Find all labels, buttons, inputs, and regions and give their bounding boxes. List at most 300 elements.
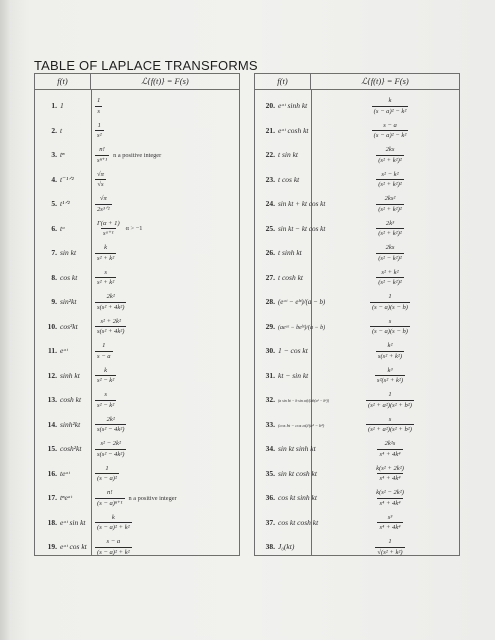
header-F: ℒ{f(t)} = F(s): [141, 76, 189, 86]
transform-fraction: [377, 514, 402, 531]
transform-fraction: [370, 293, 410, 310]
function-expression: cos kt: [60, 272, 78, 282]
table-row: [255, 266, 459, 290]
right-table: [254, 73, 460, 556]
entry-number: 1.: [51, 101, 57, 110]
transform-denominator: (s − a)² + k²: [97, 548, 130, 556]
entry-number: 14.: [47, 419, 57, 429]
transform-fraction: [376, 342, 404, 359]
function-expression: 1 − cos kt: [278, 346, 308, 355]
transform-cell: [95, 217, 237, 241]
transform-numerator: k: [111, 513, 115, 521]
transform-cell: [95, 143, 237, 167]
function-expression: tⁿ: [60, 150, 65, 159]
transform-numerator: 1: [102, 342, 106, 350]
function-expression: sin kt: [60, 248, 77, 257]
table-row: [255, 462, 459, 486]
transform-cell: [323, 168, 457, 192]
transform-numerator: 2k²: [106, 293, 115, 301]
table-row: [255, 168, 459, 192]
entry-number: 17.: [47, 493, 57, 502]
transform-fraction: [95, 220, 122, 237]
function-expression: sinh²kt: [60, 419, 81, 429]
transform-numerator: n!: [107, 489, 113, 497]
transform-fraction: [95, 416, 126, 433]
function-cell: [260, 192, 324, 216]
transform-cell: [323, 192, 457, 216]
table-row: [35, 437, 239, 461]
transform-numerator: √π: [97, 170, 104, 178]
transform-denominator: s²: [97, 132, 102, 139]
transform-cell: [323, 143, 457, 167]
function-expression: eᵃᵗ cosh kt: [278, 125, 309, 135]
transform-cell: [95, 511, 237, 535]
transform-numerator: n!: [99, 146, 105, 154]
table-row: [35, 94, 239, 118]
transform-denominator: (s² − k²)²: [378, 279, 402, 286]
function-cell: [260, 119, 324, 143]
transform-denominator: s(s² − 4k²): [97, 426, 125, 433]
function-expression: J₀(kt): [278, 542, 295, 551]
transform-denominator: s²(s² + k²): [376, 377, 404, 384]
transform-fraction: [374, 489, 406, 506]
transform-cell: [323, 486, 457, 510]
transform-numerator: 1: [105, 464, 109, 472]
entry-number: 35.: [265, 468, 275, 478]
transform-cell: [323, 535, 457, 559]
transform-cell: [95, 437, 237, 461]
transform-fraction: [376, 269, 404, 286]
function-cell: [40, 168, 90, 192]
table-row: [35, 119, 239, 143]
function-expression: cos kt cosh kt: [278, 517, 319, 527]
transform-denominator: (s² + k²)²: [378, 156, 402, 164]
table-row: [35, 192, 239, 216]
transform-cell: [95, 388, 237, 412]
header-f: f(t): [35, 74, 91, 89]
transform-cell: [95, 119, 237, 143]
entry-number: 10.: [47, 321, 57, 331]
transform-cell: [95, 192, 237, 216]
function-expression: sin kt cosh kt: [278, 468, 317, 478]
page-title: TABLE OF LAPLACE TRANSFORMS: [34, 58, 258, 73]
transform-numerator: √π: [99, 195, 107, 203]
table-row: [35, 217, 239, 241]
transform-cell: [95, 266, 237, 290]
transform-fraction: [95, 440, 126, 457]
table-row: [35, 143, 239, 167]
header-F: ℒ{f(t)} = F(s): [361, 76, 409, 86]
transform-cell: [323, 511, 457, 535]
transform-denominator: (s − a)² + k²: [97, 524, 130, 531]
transform-fraction: [95, 342, 113, 359]
transform-numerator: 1: [97, 97, 101, 105]
transform-denominator: s² − k²: [97, 377, 115, 384]
table-row: [35, 413, 239, 437]
function-expression: 1: [60, 101, 64, 110]
transform-denominator: (s − a)ⁿ⁺¹: [97, 499, 123, 507]
transform-condition: n a positive integer: [113, 151, 162, 159]
entry-number: 37.: [265, 517, 275, 527]
table-row: [35, 290, 239, 314]
table-row: [35, 388, 239, 412]
function-cell: [260, 413, 324, 437]
function-expression: tᵅ: [60, 223, 66, 233]
function-cell: [40, 315, 90, 339]
transform-fraction: [95, 171, 106, 188]
transform-numerator: s² + k²: [381, 268, 399, 276]
function-expression: sin kt sinh kt: [278, 444, 316, 453]
entry-number: 3.: [51, 150, 57, 159]
transform-numerator: k(s² − 2k²): [376, 489, 404, 497]
transform-fraction: [95, 391, 116, 408]
transform-condition: α > −1: [125, 225, 143, 232]
transform-denominator: s⁴ + 4k⁴: [379, 499, 401, 507]
function-cell: [40, 266, 90, 290]
transform-fraction: [376, 195, 404, 212]
transform-denominator: (s² + k²)²: [378, 230, 402, 237]
function-cell: [40, 217, 90, 241]
function-expression: t: [60, 125, 63, 135]
entry-number: 15.: [47, 444, 57, 453]
function-cell: [40, 486, 90, 510]
transform-cell: [95, 315, 237, 339]
table-row: [255, 241, 459, 265]
transform-denominator: s⁴ + 4k⁴: [379, 450, 401, 458]
transform-denominator: (s² − k²)²: [378, 254, 402, 262]
table-row: [35, 315, 239, 339]
transform-denominator: sⁿ⁺¹: [97, 156, 108, 164]
transform-numerator: 2ks: [385, 146, 395, 154]
table-row: [35, 339, 239, 363]
transform-numerator: 2ks²: [384, 195, 396, 203]
transform-cell: [95, 462, 237, 486]
function-expression: (aeᵃᵗ − beᵇᵗ)/(a − b): [278, 324, 326, 331]
function-expression: t cosh kt: [278, 272, 303, 282]
transform-numerator: Γ(α + 1): [97, 219, 120, 227]
table-row: [255, 143, 459, 167]
transform-fraction: [95, 122, 104, 139]
table-row: [255, 535, 459, 559]
entry-number: 26.: [265, 248, 275, 257]
function-cell: [260, 266, 324, 290]
transform-denominator: √(s² + k²): [377, 548, 403, 556]
transform-numerator: s: [104, 391, 107, 399]
function-expression: (cos bt − cos at)/(a² − b²): [278, 422, 325, 428]
transform-numerator: s² − 2k²: [100, 440, 121, 448]
transform-cell: [323, 462, 457, 486]
transform-cell: [323, 241, 457, 265]
transform-cell: [323, 315, 457, 339]
entry-number: 19.: [47, 542, 57, 551]
function-expression: sin²kt: [60, 297, 77, 306]
table-row: [255, 315, 459, 339]
function-expression: sin kt − kt cos kt: [278, 224, 326, 233]
transform-numerator: s − a: [106, 538, 121, 546]
function-cell: [260, 388, 330, 412]
transform-denominator: (s − a)² − k²: [373, 107, 407, 115]
function-expression: teᵃᵗ: [60, 468, 70, 478]
transform-numerator: 2k³: [385, 219, 395, 227]
entry-number: 9.: [51, 297, 57, 306]
transform-denominator: (s − a)(s − b): [371, 303, 408, 311]
transform-cell: [323, 413, 457, 437]
table-row: [255, 94, 459, 118]
transform-cell: [323, 94, 457, 118]
entry-number: 29.: [265, 321, 275, 331]
transform-numerator: 1: [388, 391, 392, 399]
function-expression: (eᵃᵗ − eᵇᵗ)/(a − b): [278, 299, 326, 306]
function-cell: [40, 94, 90, 118]
function-cell: [260, 364, 324, 388]
function-expression: eᵃᵗ sinh kt: [278, 101, 308, 110]
transform-fraction: [95, 244, 116, 261]
entry-number: 18.: [47, 517, 57, 527]
transform-denominator: 2s³ᐟ²: [97, 205, 110, 213]
function-cell: [40, 143, 90, 167]
function-cell: [260, 535, 324, 559]
function-expression: t sin kt: [278, 150, 298, 159]
transform-fraction: [376, 244, 404, 261]
transform-denominator: s⁴ + 4k⁴: [379, 475, 401, 482]
transform-numerator: s − a: [383, 121, 397, 129]
transform-denominator: s: [97, 107, 100, 115]
function-expression: (a sin bt − b sin at)/(ab(a² − b²)): [278, 399, 330, 403]
transform-cell: [323, 437, 457, 461]
transform-numerator: 1: [97, 121, 101, 129]
transform-fraction: [95, 195, 112, 212]
entry-number: 24.: [265, 199, 275, 208]
entry-number: 12.: [47, 370, 57, 380]
table-row: [35, 462, 239, 486]
entry-number: 34.: [265, 444, 275, 453]
transform-fraction: [376, 146, 404, 163]
function-expression: t cos kt: [278, 174, 300, 184]
function-expression: tⁿeᵃᵗ: [60, 493, 73, 502]
function-expression: eᵃᵗ sin kt: [60, 517, 86, 527]
transform-denominator: (s − a)²: [97, 475, 117, 482]
function-cell: [40, 535, 90, 559]
function-cell: [260, 143, 324, 167]
transform-fraction: [377, 440, 402, 457]
transform-numerator: 1: [388, 293, 392, 301]
entry-number: 23.: [265, 174, 275, 184]
function-cell: [40, 119, 90, 143]
transform-cell: [323, 217, 457, 241]
function-cell: [40, 364, 90, 388]
transform-denominator: (s − a)(s − b): [371, 328, 408, 335]
table-row: [255, 364, 459, 388]
function-expression: eᵃᵗ cos kt: [60, 542, 87, 551]
table-row: [255, 437, 459, 461]
entry-number: 16.: [47, 468, 57, 478]
function-expression: eᵃᵗ: [60, 346, 68, 355]
function-expression: cos²kt: [60, 321, 78, 331]
function-expression: t¹ᐟ²: [60, 199, 70, 208]
table-row: [255, 119, 459, 143]
function-cell: [40, 462, 90, 486]
transform-denominator: s(s² + k²): [377, 352, 403, 360]
transform-cell: [95, 241, 237, 265]
function-cell: [40, 192, 90, 216]
entry-number: 25.: [265, 223, 275, 233]
transform-cell: [323, 339, 457, 363]
entry-number: 32.: [265, 395, 275, 404]
entry-number: 8.: [51, 272, 57, 282]
transform-denominator: (s² + k²)²: [378, 205, 402, 213]
transform-numerator: k: [388, 97, 392, 105]
transform-numerator: s³: [387, 513, 393, 521]
function-cell: [260, 217, 324, 241]
table-row: [35, 241, 239, 265]
transform-fraction: [95, 514, 132, 531]
transform-denominator: s(s² + 4k²): [97, 328, 125, 335]
function-cell: [260, 94, 324, 118]
function-cell: [260, 339, 324, 363]
transform-cell: [95, 290, 237, 314]
table-row: [35, 168, 239, 192]
transform-denominator: s² + k²: [97, 254, 115, 262]
transform-numerator: k³: [387, 366, 393, 374]
transform-cell: [323, 266, 457, 290]
function-cell: [40, 437, 90, 461]
transform-numerator: s: [388, 317, 392, 325]
transform-fraction: [366, 391, 414, 408]
transform-fraction: [374, 465, 406, 482]
transform-numerator: 1: [388, 538, 392, 546]
transform-fraction: [95, 538, 132, 555]
transform-denominator: (s² + k²)²: [378, 181, 402, 188]
transform-numerator: s² + 2k²: [100, 317, 121, 325]
entry-number: 11.: [48, 346, 57, 355]
function-cell: [260, 462, 324, 486]
transform-fraction: [95, 269, 116, 286]
entry-number: 22.: [265, 150, 275, 159]
entry-number: 21.: [265, 125, 275, 135]
transform-cell: [95, 339, 237, 363]
function-cell: [40, 388, 90, 412]
table-row: [255, 486, 459, 510]
entry-number: 36.: [265, 493, 275, 502]
transform-denominator: (s − a)² − k²: [373, 132, 407, 139]
transform-cell: [323, 290, 457, 314]
transform-numerator: 2ks: [385, 244, 395, 252]
transform-fraction: [376, 171, 404, 188]
table-row: [35, 364, 239, 388]
table-row: [255, 388, 459, 412]
function-cell: [260, 315, 324, 339]
transform-cell: [95, 486, 237, 510]
transform-numerator: 2k²: [106, 415, 115, 423]
transform-cell: [95, 364, 237, 388]
transform-denominator: s⁴ + 4k⁴: [379, 524, 401, 531]
transform-fraction: [375, 367, 405, 384]
transform-fraction: [95, 489, 125, 506]
function-cell: [40, 511, 90, 535]
table-row: [255, 290, 459, 314]
header-f: f(t): [255, 74, 311, 89]
table-row: [35, 511, 239, 535]
transform-fraction: [95, 97, 102, 114]
function-expression: sin kt + kt cos kt: [278, 200, 326, 208]
table-row: [255, 217, 459, 241]
transform-denominator: sᵅ⁺¹: [103, 230, 114, 237]
transform-cell: [95, 168, 237, 192]
transform-numerator: k²: [387, 342, 393, 350]
transform-numerator: s: [388, 415, 392, 423]
function-cell: [40, 339, 90, 363]
function-cell: [260, 290, 324, 314]
transform-denominator: s(s² + 4k²): [97, 303, 125, 311]
function-expression: t⁻¹ᐟ²: [60, 174, 74, 184]
table-row: [35, 535, 239, 559]
transform-denominator: (s² + a²)(s² + b²): [368, 426, 412, 433]
transform-fraction: [95, 318, 126, 335]
transform-fraction: [95, 367, 116, 384]
transform-denominator: s(s² − 4k²): [97, 450, 125, 458]
transform-fraction: [372, 97, 409, 114]
transform-numerator: 2k²s: [384, 440, 396, 448]
transform-cell: [95, 413, 237, 437]
entry-number: 28.: [265, 297, 275, 306]
transform-fraction: [376, 220, 404, 237]
function-cell: [260, 241, 324, 265]
entry-number: 4.: [51, 174, 57, 184]
entry-number: 38.: [265, 542, 275, 551]
entry-number: 30.: [265, 346, 275, 355]
entry-number: 31.: [265, 370, 275, 380]
entry-number: 2.: [51, 125, 57, 135]
table-row: [255, 413, 459, 437]
transform-fraction: [375, 538, 404, 555]
transform-cell: [323, 388, 457, 412]
entry-number: 20.: [265, 101, 275, 110]
transform-cell: [95, 535, 237, 559]
transform-numerator: s: [104, 268, 107, 276]
transform-numerator: k(s² + 2k²): [376, 464, 404, 472]
table-row: [35, 266, 239, 290]
transform-fraction: [95, 293, 126, 310]
table-header: [255, 74, 459, 90]
function-cell: [40, 413, 90, 437]
entry-number: 33.: [265, 419, 275, 429]
table-row: [255, 511, 459, 535]
function-cell: [40, 241, 90, 265]
table-row: [255, 192, 459, 216]
function-expression: kt − sin kt: [278, 370, 309, 380]
table-header: [35, 74, 239, 90]
function-cell: [260, 437, 324, 461]
transform-fraction: [370, 318, 410, 335]
transform-condition: n a positive integer: [128, 494, 177, 502]
function-expression: t sinh kt: [278, 248, 302, 257]
transform-denominator: s − a: [97, 352, 111, 360]
transform-fraction: [95, 146, 109, 163]
entry-number: 7.: [51, 248, 57, 257]
transform-cell: [323, 364, 457, 388]
transform-denominator: s² + k²: [97, 279, 115, 286]
transform-fraction: [372, 122, 409, 139]
function-cell: [260, 168, 324, 192]
transform-fraction: [366, 416, 414, 433]
transform-cell: [95, 94, 237, 118]
entry-number: 5.: [51, 199, 57, 208]
function-cell: [40, 290, 90, 314]
function-cell: [260, 511, 324, 535]
entry-number: 6.: [51, 223, 57, 233]
left-table: [34, 73, 240, 556]
entry-number: 27.: [265, 272, 275, 282]
